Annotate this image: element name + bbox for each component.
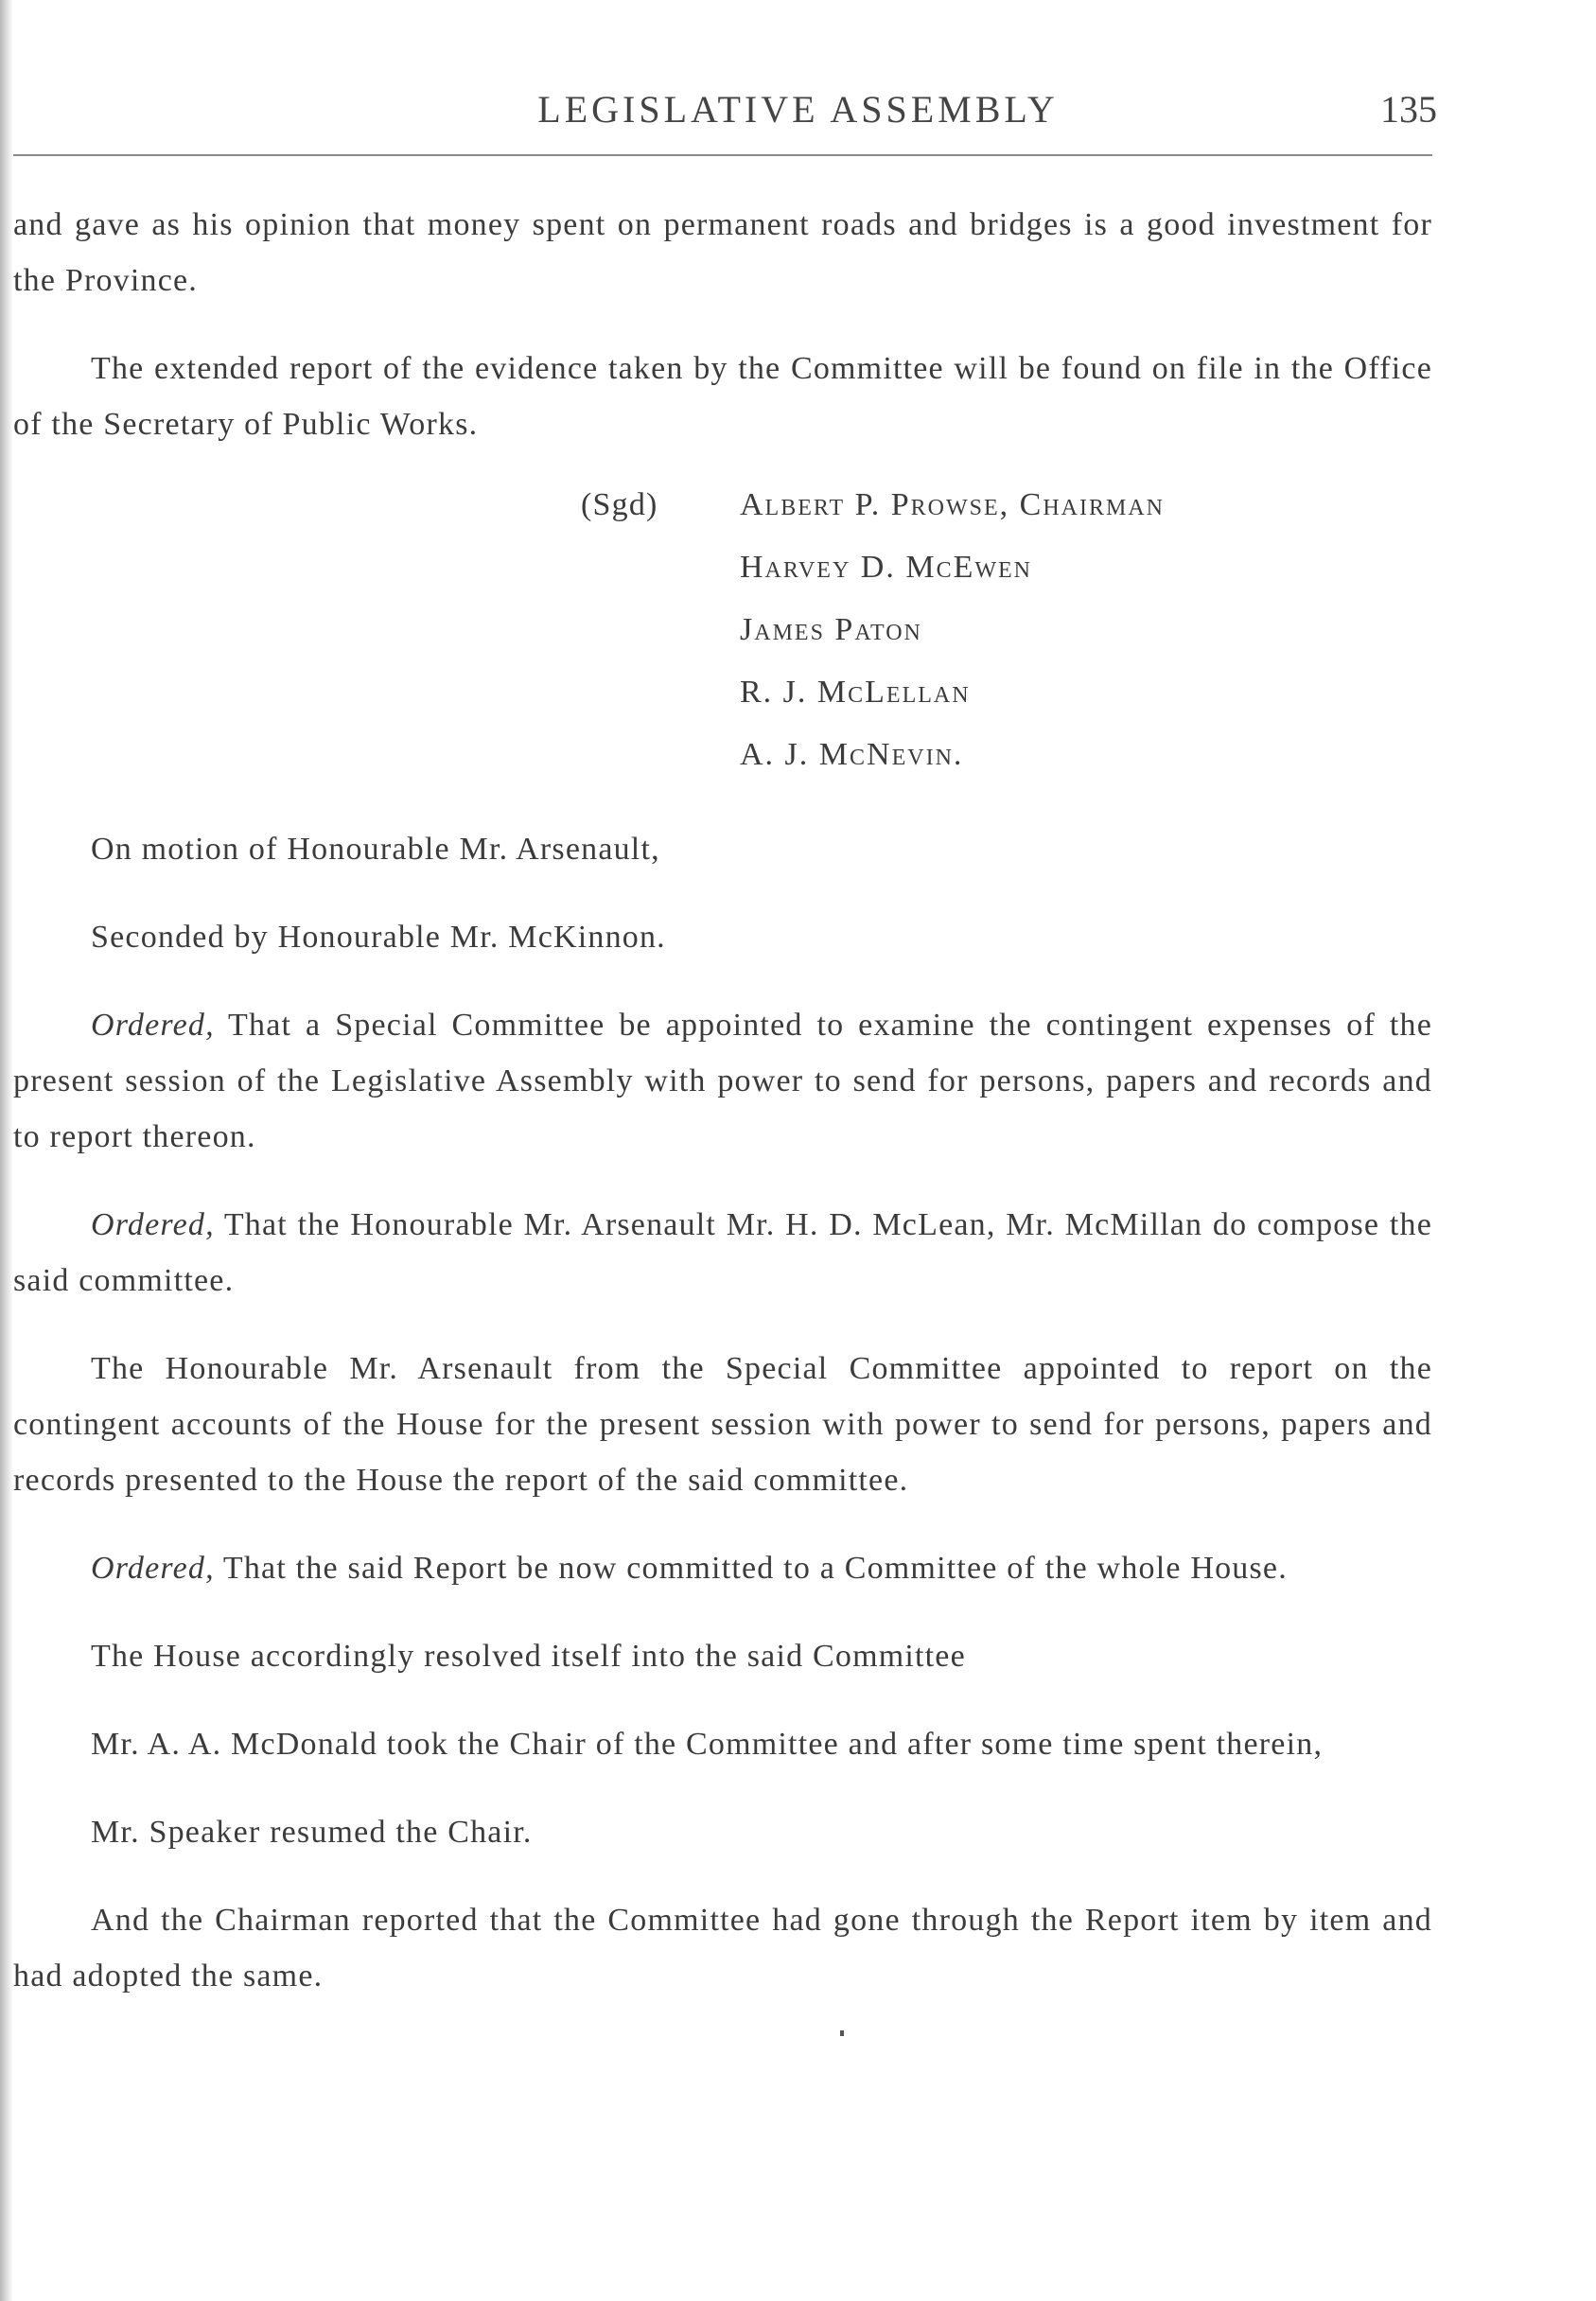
print-speck [840, 2030, 844, 2036]
ordered-label: Ordered, [91, 1008, 215, 1043]
page-number: 135 [1380, 88, 1437, 131]
page-body [13, 197, 1432, 2036]
page-binding-edge [0, 0, 13, 2301]
signatory: A. J. McNevin. [740, 737, 964, 772]
header-rule [13, 154, 1432, 156]
running-head [0, 87, 1596, 144]
running-title: LEGISLATIVE ASSEMBLY [537, 88, 1059, 131]
order-text: That the Honourable Mr. Arsenault Mr. H. D. McLean, Mr. McMillan do compose the said committee. [13, 1207, 1432, 1298]
paragraph-order-committee-members [13, 1197, 1432, 1309]
signatory: James Paton [740, 612, 922, 647]
ordered-label: Ordered, [91, 1207, 215, 1242]
paragraph-speaker-resumed: Mr. Speaker resumed the Chair. [91, 1815, 533, 1850]
paragraph-continuation: and gave as his opinion that money spent on permanent roads and bridges is a good investment for the Province. [13, 207, 1432, 298]
order-text: That the said Report be now committed to a Committee of the whole House. [214, 1551, 1288, 1586]
signed-marker: (Sgd) [581, 487, 658, 522]
paragraph-evidence-report: The extended report of the evidence taken by the Committee will be found on file in the Office of the Secretary of Public Works. [13, 351, 1432, 442]
paragraph-chairman-reported: And the Chairman reported that the Committee had gone through the Report item by item and had adopted the same. [13, 1903, 1432, 1994]
paragraph-order-committed [13, 1540, 1432, 1596]
paragraph-chair-taken: Mr. A. A. McDonald took the Chair of the Committee and after some time spent therein, [91, 1727, 1324, 1762]
signatory: R. J. McLellan [740, 675, 971, 710]
order-text: That a Special Committee be appointed to examine the contingent expenses of the present session of the Legislative Assembly with power to send for persons, papers and records and to report thereon. [13, 1008, 1432, 1154]
paragraph-seconded: Seconded by Honourable Mr. McKinnon. [91, 920, 666, 955]
signatory-chairman: Albert P. Prowse, Chairman [740, 487, 1166, 522]
paragraph-committee-report: The Honourable Mr. Arsenault from the Special Committee appointed to report on the contingent accounts of the House for the present session with power to send for persons, papers and records presented to the House the report of the said committee. [13, 1351, 1432, 1498]
ordered-label: Ordered, [91, 1551, 215, 1586]
paragraph-house-resolved: The House accordingly resolved itself into the said Committee [91, 1639, 966, 1674]
signatory: Harvey D. McEwen [740, 550, 1033, 585]
signature-block [13, 477, 1432, 789]
paragraph-motion: On motion of Honourable Mr. Arsenault, [91, 832, 660, 867]
paragraph-order-special-committee [13, 997, 1432, 1165]
